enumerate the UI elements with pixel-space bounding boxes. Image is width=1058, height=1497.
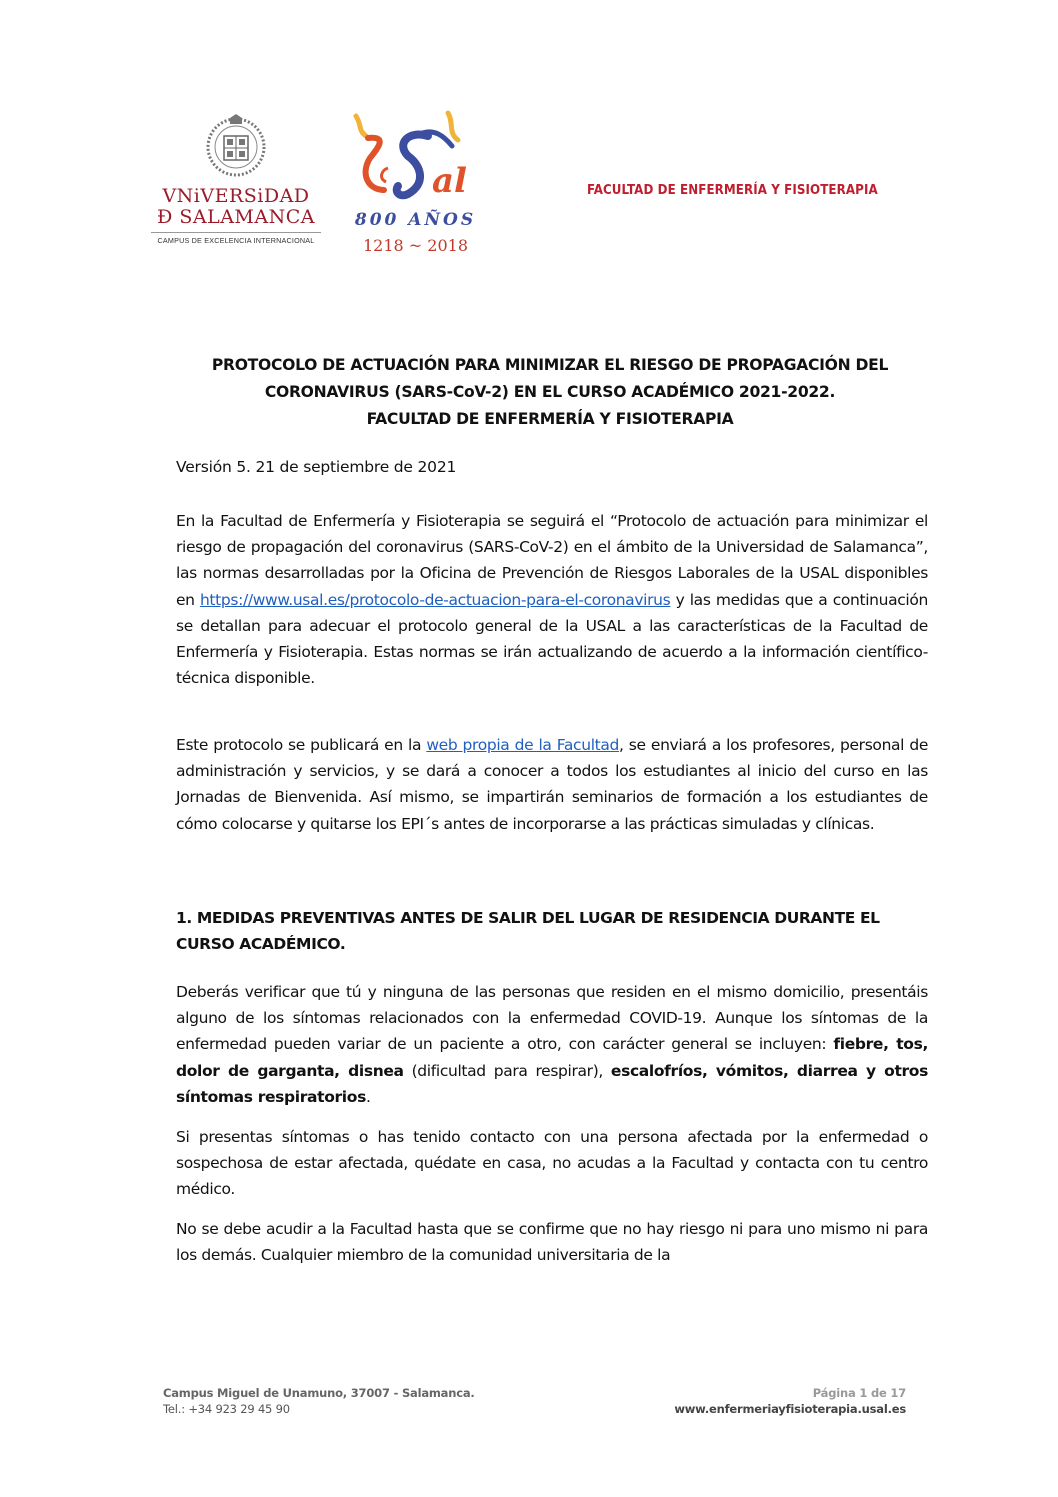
contact-paragraph: Si presentas síntomas o has tenido contacto con una persona afectada por la enfermedad o sospechosa de estar afectada, quédate en casa, no acudas a la Facultad y contacta con tu centro médico. bbox=[176, 1128, 928, 1199]
publication-text-2: , se enviará a los profesores, personal de administración y servicios, y se dará a conocer a todos los estudiantes al inicio del curso en las Jornadas de Bienvenida. Así mismo, se impartirán seminarios de formación a los estudiantes de cómo colocarse y quitarse los EPI´s antes de incorporarse a las prácticas simuladas y clínicas. bbox=[176, 736, 929, 833]
dragon-emblem-icon bbox=[348, 108, 483, 208]
footer-address-line: Campus Miguel de Unamuno, 37007 - Salamanca. bbox=[163, 1386, 475, 1400]
anniversary-logo bbox=[348, 108, 483, 258]
symptoms-text-2: (dificultad para respirar), bbox=[403, 1061, 611, 1080]
usal-protocol-link[interactable]: https://www.usal.es/protocolo-de-actuacion-para-el-coronavirus bbox=[199, 590, 671, 609]
no-attendance-paragraph: No se debe acudir a la Facultad hasta que se confirme que no hay riesgo ni para uno mismo ni para los demás. Cualquier miembro de la comunidad universitaria de la bbox=[176, 1220, 928, 1265]
faculty-header-label: FACULTAD DE ENFERMERÍA Y FISIOTERAPIA bbox=[587, 183, 878, 198]
intro-text-2: y las medidas que a continuación se detallan para adecuar el protocolo general de la USAL a las características de la Facultad de Enfermería y Fisioterapia. Estas normas se irán actualizando de acuerdo a la información científico-técnica disponible. bbox=[176, 590, 928, 688]
publication-text-1: Este protocolo se publicará en la bbox=[176, 736, 427, 754]
university-seal-icon bbox=[205, 112, 267, 178]
footer-phone: Tel.: +34 923 29 45 90 bbox=[163, 1402, 290, 1416]
version-date: Versión 5. 21 de septiembre de 2021 bbox=[176, 458, 457, 476]
anniversary-label: 800 AÑOS bbox=[354, 210, 477, 230]
university-name-line1: VNiVERSiDAD bbox=[162, 185, 310, 207]
publication-paragraph bbox=[176, 732, 928, 837]
symptoms-bold-2: escalofríos, vómitos, diarrea y otros síntomas respiratorios bbox=[176, 1061, 928, 1106]
university-logo bbox=[146, 112, 326, 262]
footer-right bbox=[674, 1385, 906, 1417]
symptoms-text-1: Deberás verificar que tú y ninguna de las personas que residen en el mismo domicilio, presentáis alguno de los síntomas relacionados con la enfermedad COVID-19. Aunque los síntomas de la enfermedad pueden variar de un paciente a otro, con carácter general se incluyen: bbox=[176, 983, 928, 1054]
title-line-2: CORONAVIRUS (SARS-CoV-2) EN EL CURSO ACADÉMICO 2021-2022. bbox=[264, 383, 836, 401]
intro-text-1: En la Facultad de Enfermería y Fisioterapia se seguirá el “Protocolo de actuación para minimizar el riesgo de propagación del coronavirus (SARS-CoV-2) en el ámbito de la Universidad de Salamanca”, las normas desarrolladas por la Oficina de Prevención de Riesgos Laborales de la USAL disponibles en bbox=[176, 512, 928, 609]
logo-divider bbox=[151, 232, 321, 233]
university-name-line2: Ð SALAMANCA bbox=[156, 206, 315, 228]
university-tagline: CAMPUS DE EXCELENCIA INTERNACIONAL bbox=[157, 236, 315, 245]
faculty-web-link[interactable]: web propia de la Facultad bbox=[426, 736, 620, 754]
svg-text:al: al bbox=[432, 161, 467, 201]
symptoms-paragraph bbox=[176, 979, 928, 1110]
symptoms-bold-1: fiebre, tos, dolor de garganta, disnea bbox=[176, 1035, 929, 1080]
document-title bbox=[172, 352, 928, 433]
anniversary-years: 1218 ~ 2018 bbox=[362, 236, 468, 255]
intro-paragraph bbox=[176, 508, 928, 691]
university-name bbox=[146, 186, 326, 228]
title-line-1: PROTOCOLO DE ACTUACIÓN PARA MINIMIZAR EL RIESGO DE PROPAGACIÓN DEL bbox=[211, 356, 889, 374]
footer-address bbox=[163, 1385, 475, 1417]
page-indicator: Página 1 de 17 bbox=[812, 1386, 906, 1400]
title-line-3: FACULTAD DE ENFERMERÍA Y FISIOTERAPIA bbox=[366, 410, 734, 428]
symptoms-text-3: . bbox=[365, 1087, 371, 1106]
section-1-heading: 1. MEDIDAS PREVENTIVAS ANTES DE SALIR DEL LUGAR DE RESIDENCIA DURANTE EL CURSO ACADÉMICO. bbox=[176, 909, 880, 953]
footer-website[interactable]: www.enfermeriayfisioterapia.usal.es bbox=[674, 1402, 906, 1416]
